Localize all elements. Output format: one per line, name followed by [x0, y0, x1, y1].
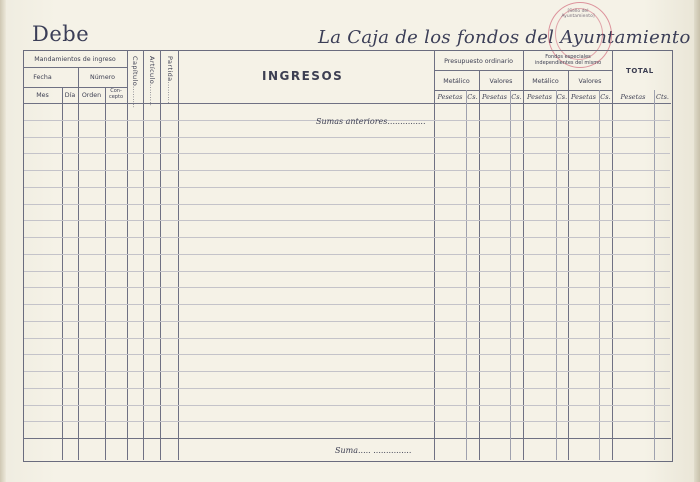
ledger-row-rule [24, 153, 670, 154]
header-concepto: Con-cepto [108, 88, 124, 100]
rule-col-valores-1 [479, 70, 480, 460]
page-right-edge [694, 0, 700, 482]
ledger-table [23, 50, 673, 462]
header-pesetas-2: Pesetas [482, 93, 507, 101]
header-presupuesto-ordinario: Presupuesto ordinario [444, 58, 513, 65]
header-cs-1: Cs. [467, 93, 478, 101]
page-left-edge [0, 0, 6, 482]
ledger-row-rule [24, 287, 670, 288]
header-dia: Día [64, 92, 76, 99]
header-metalico-2: Metálico [532, 78, 559, 85]
ledger-row-rule [24, 354, 670, 355]
suma-label: Suma..... ............... [335, 446, 412, 455]
ledger-row-rule [24, 187, 670, 188]
ledger-row-rule [24, 421, 670, 422]
rule-suma-top [23, 438, 671, 439]
rule-col-valores-2 [568, 70, 569, 460]
ledger-row-rule [24, 254, 670, 255]
header-fecha: Fecha [33, 74, 52, 81]
ledger-row-rule [24, 271, 670, 272]
header-cs-2: Cs. [511, 93, 522, 101]
header-fondos-especiales: Fondos especiales independientes del mismo [534, 54, 602, 66]
header-pesetas-3: Pesetas [527, 93, 552, 101]
ledger-row-rule [24, 137, 670, 138]
header-metalico-1: Metálico [443, 78, 470, 85]
ledger-row-rule [24, 405, 670, 406]
ledger-row-rule [24, 220, 670, 221]
header-capitulo: Capítulo......... [131, 56, 139, 109]
header-cs-3: Cs. [556, 93, 568, 101]
ledger-row-rule [24, 371, 670, 372]
rule-col-fondos [523, 50, 524, 460]
header-cts: Cts. [656, 93, 669, 101]
rule-mandamientos-bottom [23, 67, 127, 68]
header-valores-1: Valores [489, 78, 513, 85]
header-valores-2: Valores [578, 78, 602, 85]
header-ingresos: INGRESOS [262, 69, 344, 83]
rule-col-dia [78, 67, 79, 460]
header-pesetas-1: Pesetas [437, 93, 463, 101]
header-cs-4: Cs. [600, 93, 611, 101]
header-pesetas-4: Pesetas [571, 93, 596, 101]
rule-col-concepto [127, 50, 128, 460]
header-total: TOTAL [626, 67, 654, 75]
ledger-row-rule [24, 237, 670, 238]
municipal-seal-text: [Sello del Ayuntamiento] [561, 9, 595, 19]
header-pesetas-total: Pesetas [620, 93, 646, 101]
rule-header-bottom [23, 103, 671, 104]
ledger-row-rule [24, 304, 670, 305]
rule-col-articulo [160, 50, 161, 460]
header-orden: Orden [81, 92, 102, 99]
page-heading-debe: Debe [32, 22, 90, 46]
rule-col-partida [178, 50, 179, 460]
ledger-row-rule [24, 204, 670, 205]
ledger-row-rule [24, 170, 670, 171]
ledger-row-rule [24, 321, 670, 322]
rule-col-total [612, 50, 613, 460]
rule-col-capitulo [143, 50, 144, 460]
header-articulo: Artículo......... [148, 56, 156, 107]
header-partida: Partida......... [166, 56, 174, 104]
rule-col-ingresos [434, 50, 435, 460]
ledger-row-rule [24, 338, 670, 339]
header-mes: Mes [36, 92, 49, 99]
header-numero: Número [89, 74, 115, 81]
page-heading-caja: La Caja de los fondos del Ayuntamiento [318, 27, 691, 48]
sumas-anteriores-label: Sumas anteriores............... [316, 117, 426, 126]
header-mandamientos: Mandamientos de ingreso [34, 56, 116, 63]
ledger-row-rule [24, 388, 670, 389]
